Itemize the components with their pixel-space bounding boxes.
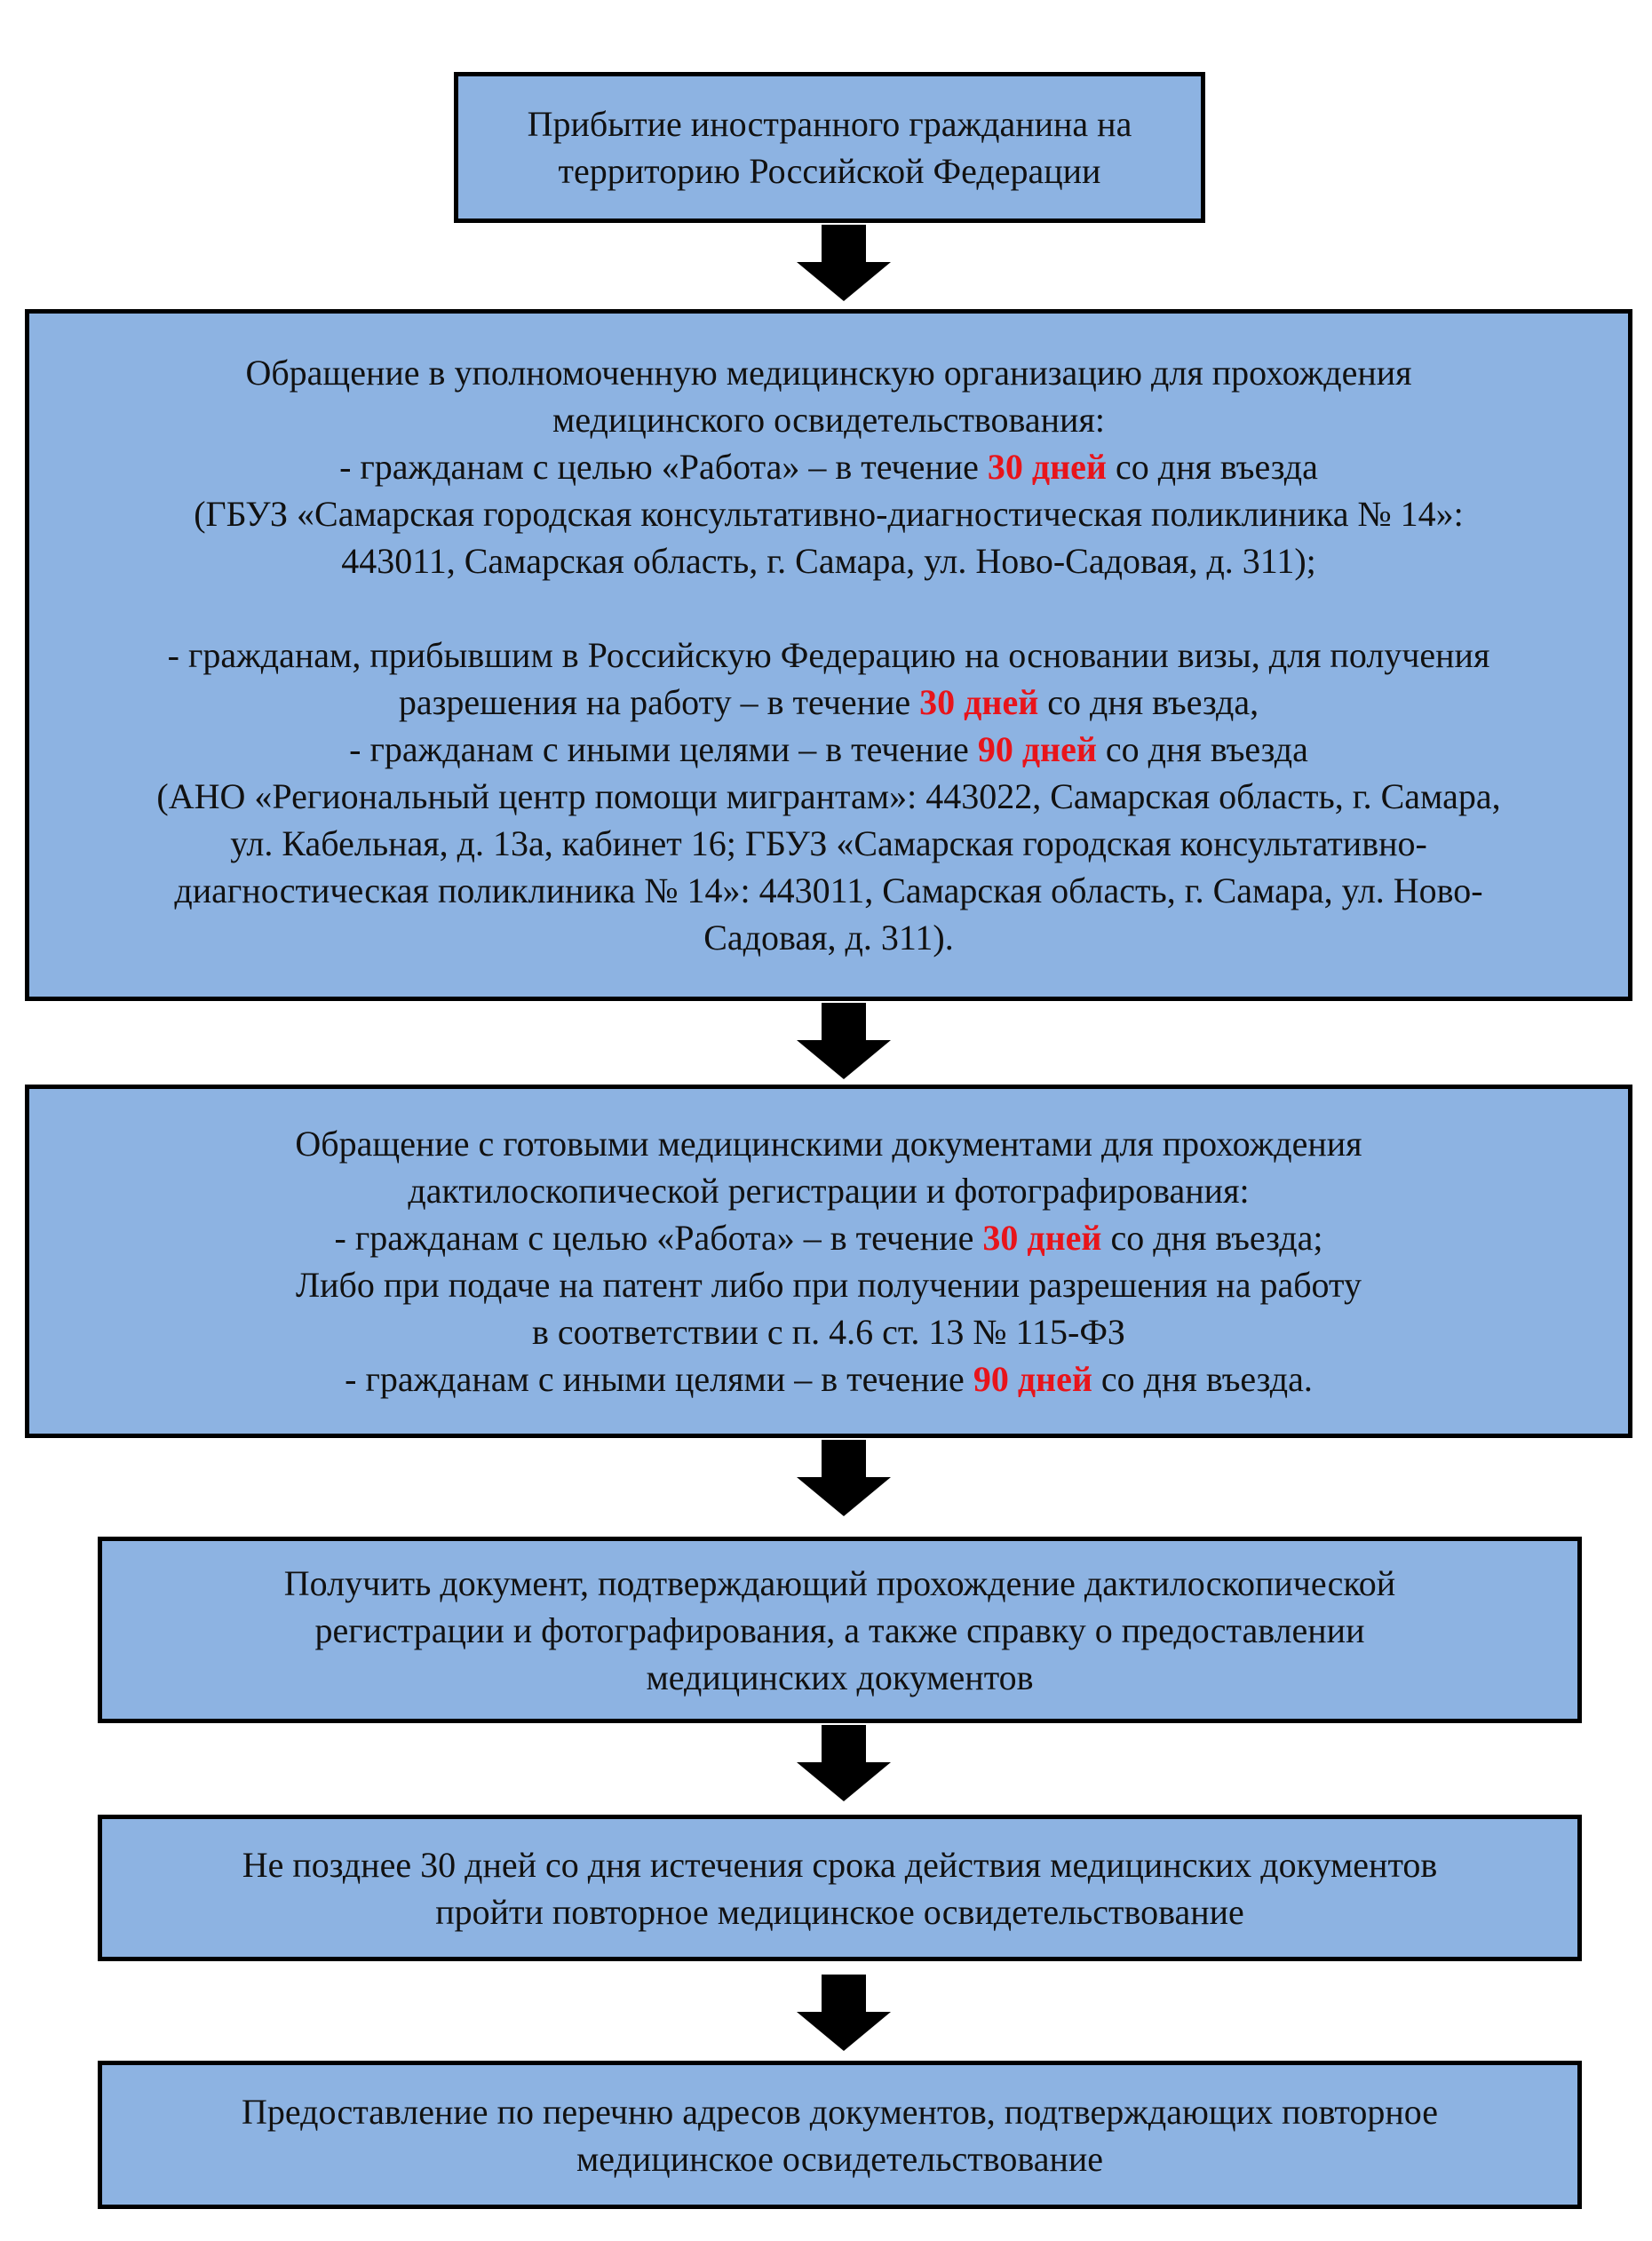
step-5-line: Не позднее 30 дней со дня истечения срока действия медицинских документов <box>242 1844 1438 1885</box>
arrow-down-icon <box>795 1725 893 1803</box>
step-3-line: - гражданам с иными целями – в течение 90 дней со дня въезда. <box>345 1359 1313 1399</box>
step-2-line: Садовая, д. 311). <box>703 918 954 958</box>
step-2-line: ул. Кабельная, д. 13а, кабинет 16; ГБУЗ «Самарская городская консультативно- <box>230 823 1427 863</box>
step-2-line: - гражданам с целью «Работа» – в течение 30 дней со дня въезда <box>339 447 1318 487</box>
step-2-line: медицинского освидетельствования: <box>552 400 1105 440</box>
step-1-box <box>454 72 1205 223</box>
step-4-line: медицинских документов <box>646 1657 1034 1697</box>
step-5-line: пройти повторное медицинское освидетельствование <box>435 1891 1244 1932</box>
step-6-line: медицинское освидетельствование <box>576 2138 1104 2179</box>
arrow-down-icon <box>795 1975 893 2053</box>
step-3-line: Обращение с готовыми медицинскими документами для прохождения <box>295 1124 1362 1164</box>
step-5-box <box>98 1815 1582 1961</box>
step-6-line: Предоставление по перечню адресов документов, подтверждающих повторное <box>241 2091 1439 2132</box>
step-1-line: Прибытие иностранного гражданина на <box>527 104 1132 144</box>
step-3-line: дактилоскопической регистрации и фотографирования: <box>408 1171 1250 1211</box>
step-4-line: регистрации и фотографирования, а также справку о предоставлении <box>314 1609 1365 1650</box>
arrow-down-icon <box>795 1440 893 1518</box>
deadline-highlight: 30 дней <box>982 1218 1102 1258</box>
deadline-highlight: 90 дней <box>973 1359 1092 1399</box>
deadline-highlight: 30 дней <box>987 447 1107 487</box>
step-2-line: разрешения на работу – в течение 30 дней со дня въезда, <box>398 682 1259 722</box>
step-3-line: - гражданам с целью «Работа» – в течение 30 дней со дня въезда; <box>334 1218 1323 1258</box>
step-3-line: в соответствии с п. 4.6 ст. 13 № 115-ФЗ <box>532 1312 1125 1352</box>
arrow-down-icon <box>795 225 893 303</box>
step-4-box <box>98 1537 1582 1723</box>
deadline-highlight: 30 дней <box>919 682 1039 722</box>
arrow-down-icon <box>795 1003 893 1081</box>
step-2-line: - гражданам, прибывшим в Российскую Федерацию на основании визы, для получения <box>167 635 1490 675</box>
step-3-box <box>25 1085 1632 1438</box>
step-2-line: - гражданам с иными целями – в течение 90 дней со дня въезда <box>349 729 1308 769</box>
deadline-highlight: 90 дней <box>977 729 1097 769</box>
step-2-line: (АНО «Региональный центр помощи мигрантам»: 443022, Самарская область, г. Самара, <box>156 776 1501 816</box>
step-2-line: (ГБУЗ «Самарская городская консультативно-диагностическая поликлиника № 14»: <box>194 494 1464 534</box>
step-2-line: Обращение в уполномоченную медицинскую организацию для прохождения <box>245 353 1412 393</box>
step-2-line: 443011, Самарская область, г. Самара, ул. Ново-Садовая, д. 311); <box>341 541 1316 581</box>
step-6-box <box>98 2061 1582 2209</box>
step-4-line: Получить документ, подтверждающий прохождение дактилоскопической <box>283 1562 1396 1603</box>
step-2-line: диагностическая поликлиника № 14»: 443011, Самарская область, г. Самара, ул. Ново- <box>174 870 1483 910</box>
step-1-line: территорию Российской Федерации <box>558 151 1101 191</box>
step-2-box <box>25 309 1632 1001</box>
step-3-line: Либо при подаче на патент либо при получении разрешения на работу <box>296 1265 1362 1305</box>
